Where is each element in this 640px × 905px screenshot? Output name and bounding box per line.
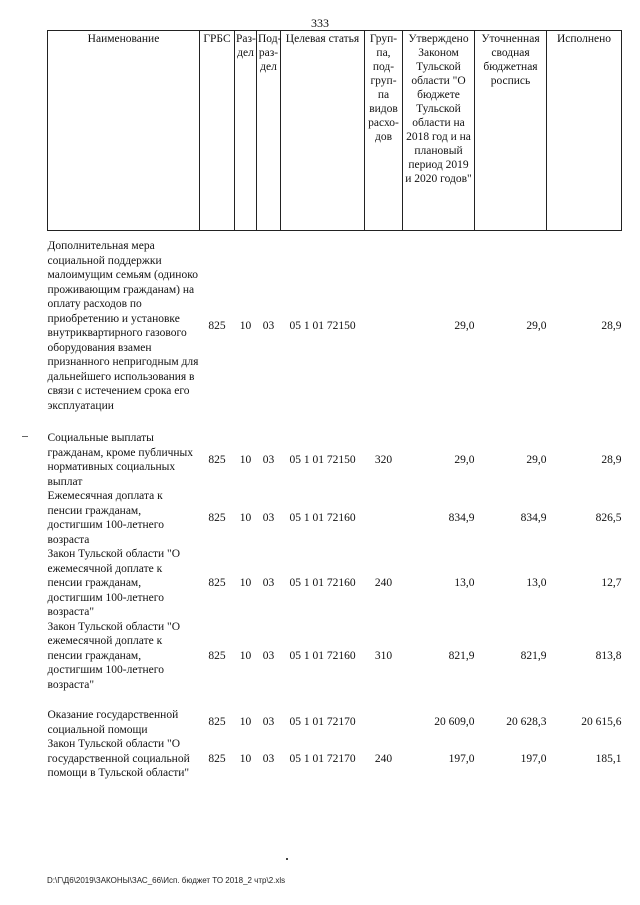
cell-approved: 197,0 xyxy=(448,752,475,765)
cell-target: 05 1 01 72170 xyxy=(289,716,356,729)
table-row xyxy=(48,547,622,620)
cell-podrazdel: 03 xyxy=(262,511,275,524)
table-row xyxy=(48,489,622,547)
cell-target: 05 1 01 72150 xyxy=(289,319,356,332)
cell-grbs: 825 xyxy=(208,511,226,524)
cell-grbs: 825 xyxy=(208,453,226,466)
file-path-footer: D:\Г\Д6\2019\ЗАКОНЫ\ЗАС_66\Исп. бюджет ТО 2018_2 чтр\2.xls xyxy=(47,876,286,885)
cell-razdel: 10 xyxy=(239,319,252,332)
cell-target: 05 1 01 72160 xyxy=(289,511,356,524)
header-name: Наименование xyxy=(48,31,200,231)
cell-podrazdel: 03 xyxy=(262,716,275,729)
cell-razdel: 10 xyxy=(239,752,252,765)
cell-group: 240 xyxy=(374,577,393,589)
header-razdel: Раз-дел xyxy=(235,31,257,231)
cell-approved: 821,9 xyxy=(448,649,475,662)
stray-dot xyxy=(286,858,288,860)
cell-executed: 185,1 xyxy=(595,752,622,765)
cell-refined: 821,9 xyxy=(520,649,547,662)
cell-approved: 20 609,0 xyxy=(434,716,475,729)
cell-grbs: 825 xyxy=(208,716,226,729)
cell-name: Закон Тульской области "О государственной социальной помощи в Тульской области" xyxy=(47,738,190,779)
cell-podrazdel: 03 xyxy=(262,453,275,466)
cell-refined: 13,0 xyxy=(526,577,547,589)
header-podrazdel: Под-раз-дел xyxy=(257,31,281,231)
cell-executed: 813,8 xyxy=(595,649,622,662)
cell-group: 320 xyxy=(374,453,393,466)
header-group: Груп-па, под-груп-па видов расхо-дов xyxy=(365,31,403,231)
cell-approved: 29,0 xyxy=(454,319,475,332)
cell-razdel: 10 xyxy=(239,577,252,589)
cell-razdel: 10 xyxy=(239,649,252,662)
cell-approved: 834,9 xyxy=(448,511,475,524)
table-row xyxy=(48,708,622,737)
cell-approved: 13,0 xyxy=(454,577,475,589)
cell-executed: 28,9 xyxy=(601,319,622,332)
cell-group xyxy=(365,239,403,413)
cell-podrazdel: 03 xyxy=(262,649,275,662)
cell-name: Оказание государственной социальной помощи xyxy=(47,709,179,736)
cell-name: Закон Тульской области "О ежемесячной доплате к пенсии гражданам, достигшим 100-летнего возраста" xyxy=(47,548,181,618)
header-target: Целевая статья xyxy=(281,31,365,231)
cell-razdel: 10 xyxy=(239,453,252,466)
cell-name: Дополнительная мера социальной поддержки малоимущим семьям (одиноко проживающим гражданам) на оплату расходов по приобретению и установке внутриквартирного газового оборудования взамен признанного непригодным для дальнейшего использования в связи с истечением срока его эксплуатации xyxy=(47,240,199,412)
cell-group xyxy=(365,708,403,737)
cell-podrazdel: 03 xyxy=(262,319,275,332)
cell-refined: 834,9 xyxy=(520,511,547,524)
header-grbs: ГРБС xyxy=(200,31,235,231)
cell-target: 05 1 01 72150 xyxy=(289,453,356,466)
table-row xyxy=(48,239,622,413)
cell-name: Социальные выплаты гражданам, кроме публичных нормативных социальных выплат xyxy=(47,432,194,488)
cell-podrazdel: 03 xyxy=(262,577,275,589)
cell-grbs: 825 xyxy=(208,649,226,662)
table-row xyxy=(48,431,622,489)
table-row xyxy=(48,737,622,781)
cell-target: 05 1 01 72170 xyxy=(289,752,356,765)
header-approved: Утверждено Законом Тульской области "О бюджете Тульской области на 2018 год и на плановый период 2019 и 2020 годов" xyxy=(403,31,475,231)
cell-name: Ежемесячная доплата к пенсии гражданам, достигшим 100-летнего возраста xyxy=(47,490,164,546)
cell-approved: 29,0 xyxy=(454,453,475,466)
margin-mark xyxy=(22,436,28,437)
table-row xyxy=(48,620,622,693)
page-number: 333 xyxy=(311,16,329,30)
cell-name: Закон Тульской области "О ежемесячной доплате к пенсии гражданам, достигшим 100-летнего возраста" xyxy=(47,620,181,691)
cell-grbs: 825 xyxy=(208,577,226,589)
cell-executed: 28,9 xyxy=(601,453,622,466)
cell-refined: 197,0 xyxy=(520,752,547,765)
cell-grbs: 825 xyxy=(208,752,226,765)
cell-target: 05 1 01 72160 xyxy=(289,649,356,662)
budget-table xyxy=(47,30,622,781)
cell-refined: 29,0 xyxy=(526,453,547,466)
cell-podrazdel: 03 xyxy=(262,752,275,765)
cell-executed: 12,7 xyxy=(601,577,622,589)
cell-group xyxy=(365,489,403,547)
cell-refined: 29,0 xyxy=(526,319,547,332)
cell-razdel: 10 xyxy=(239,716,252,729)
cell-razdel: 10 xyxy=(239,511,252,524)
header-executed: Исполнено xyxy=(547,31,622,231)
header-row xyxy=(48,31,622,231)
cell-group: 240 xyxy=(374,752,393,765)
cell-executed: 826,5 xyxy=(595,511,622,524)
cell-group: 310 xyxy=(374,649,393,662)
header-refined: Уточненная сводная бюджетная роспись xyxy=(475,31,547,231)
cell-grbs: 825 xyxy=(208,319,226,332)
cell-target: 05 1 01 72160 xyxy=(289,577,356,589)
cell-executed: 20 615,6 xyxy=(581,716,622,729)
cell-refined: 20 628,3 xyxy=(506,716,547,729)
